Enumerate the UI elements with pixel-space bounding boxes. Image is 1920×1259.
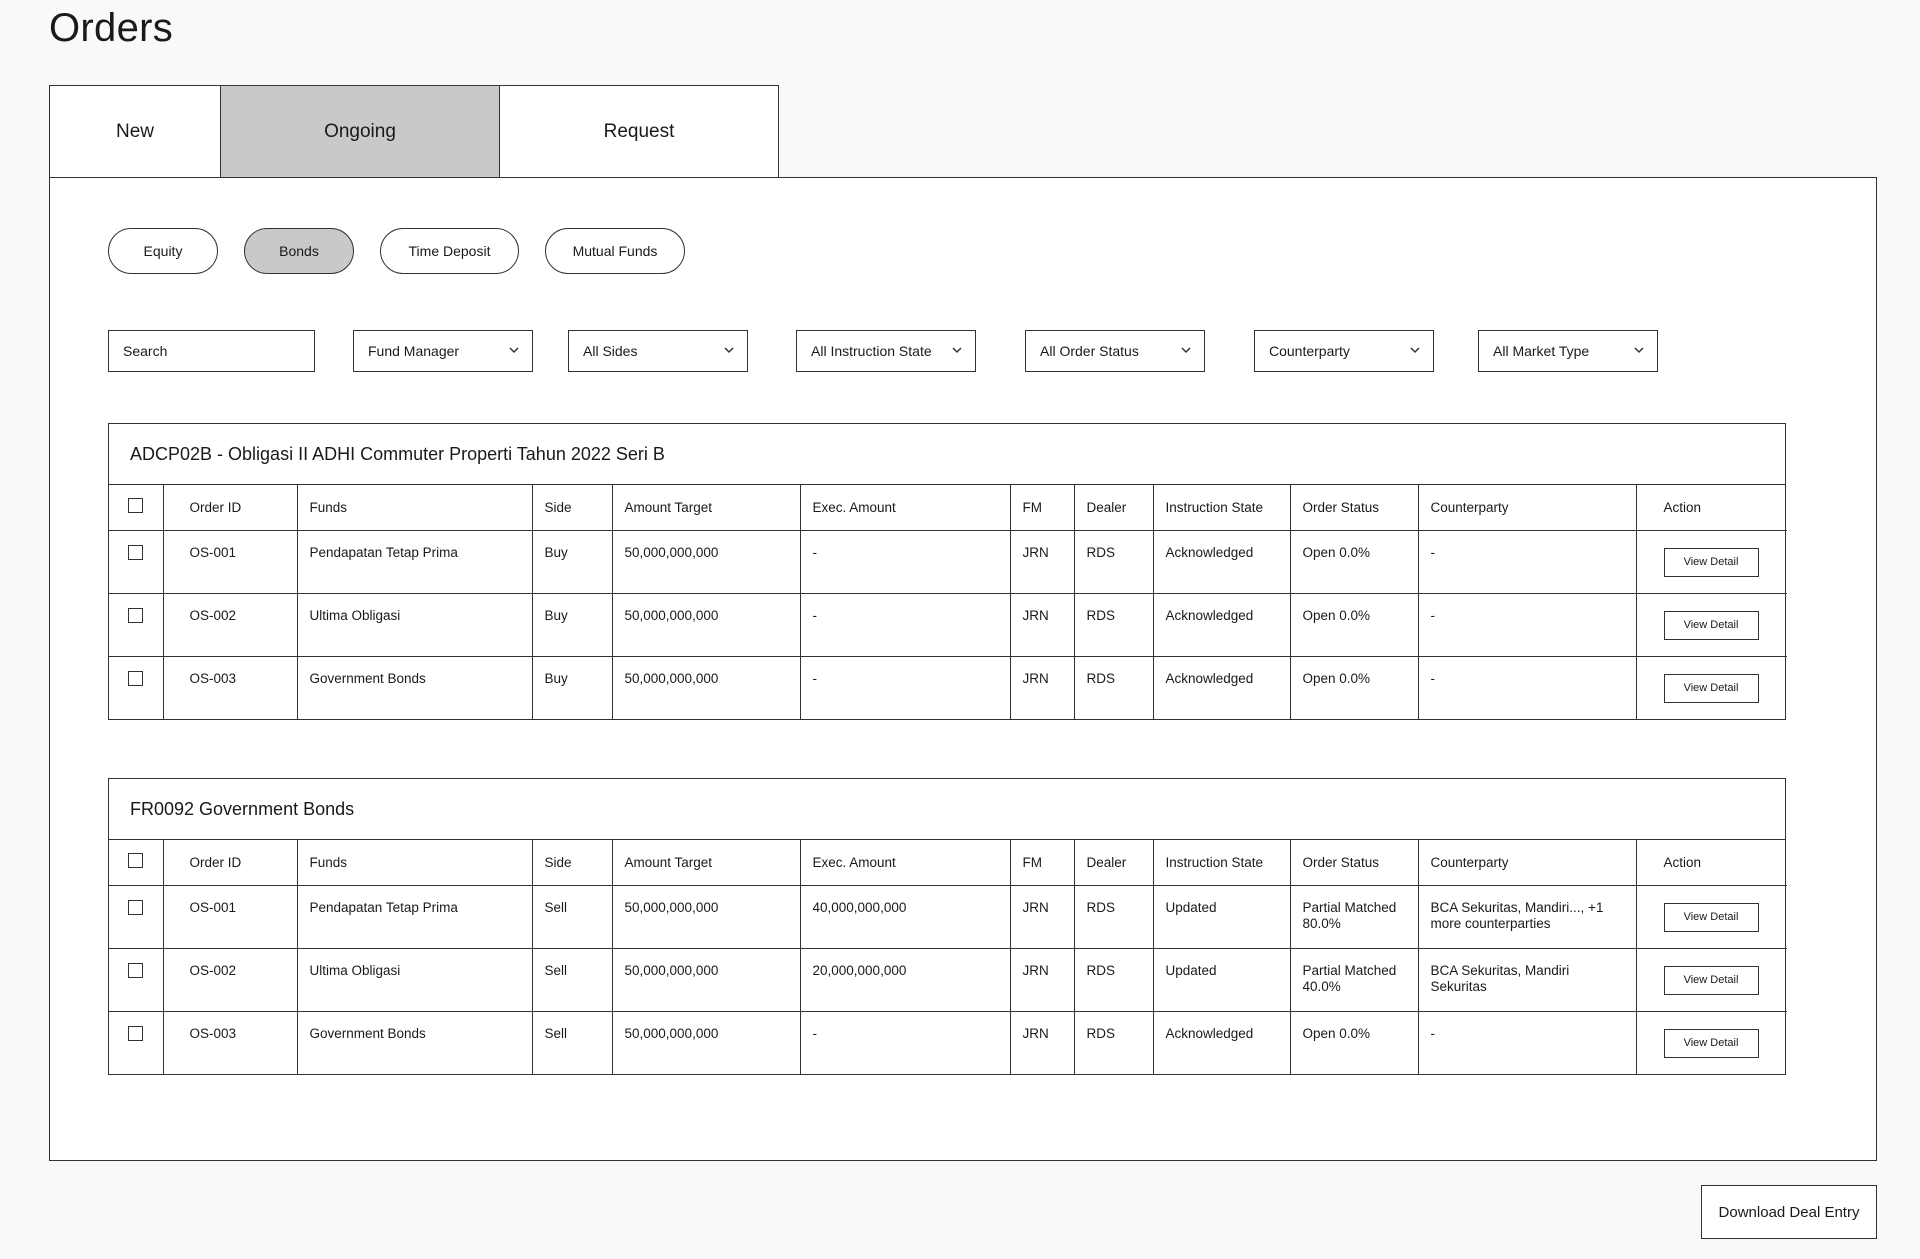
order-status-label: All Order Status xyxy=(1040,343,1139,359)
col-funds: Funds xyxy=(297,485,532,530)
counterparty-label: Counterparty xyxy=(1269,343,1350,359)
exec-amount: - xyxy=(800,530,1010,593)
funds: Ultima Obligasi xyxy=(297,948,532,1011)
instruction-state: Acknowledged xyxy=(1153,1011,1290,1074)
row-checkbox[interactable] xyxy=(128,608,143,623)
exec-amount: 40,000,000,000 xyxy=(800,885,1010,948)
orders-table xyxy=(109,485,1787,719)
row-checkbox[interactable] xyxy=(128,900,143,915)
order-id: OS-001 xyxy=(163,530,297,593)
row-checkbox[interactable] xyxy=(128,671,143,686)
fm: JRN xyxy=(1010,885,1074,948)
order-status: Partial Matched 40.0% xyxy=(1290,948,1418,1011)
instruction-state-select[interactable] xyxy=(796,330,976,372)
col-action: Action xyxy=(1636,840,1787,885)
counterparty: - xyxy=(1418,1011,1636,1074)
row-checkbox[interactable] xyxy=(128,545,143,560)
select-all-checkbox[interactable] xyxy=(128,853,143,868)
row-checkbox[interactable] xyxy=(128,963,143,978)
col-order-id: Order ID xyxy=(163,485,297,530)
dealer: RDS xyxy=(1074,1011,1153,1074)
search-input[interactable]: Search xyxy=(108,330,315,372)
dealer: RDS xyxy=(1074,656,1153,719)
group-title: ADCP02B - Obligasi II ADHI Commuter Properti Tahun 2022 Seri B xyxy=(109,424,1785,485)
fund-manager-label: Fund Manager xyxy=(368,343,460,359)
order-id: OS-003 xyxy=(163,1011,297,1074)
counterparty: - xyxy=(1418,530,1636,593)
order-id: OS-003 xyxy=(163,656,297,719)
exec-amount: 20,000,000,000 xyxy=(800,948,1010,1011)
order-tabs xyxy=(49,85,779,177)
table-row xyxy=(109,593,1787,656)
col-side: Side xyxy=(532,485,612,530)
side: Sell xyxy=(532,1011,612,1074)
table-row xyxy=(109,530,1787,593)
order-id: OS-002 xyxy=(163,948,297,1011)
col-counterparty: Counterparty xyxy=(1418,840,1636,885)
fund-manager-select[interactable] xyxy=(353,330,533,372)
dealer: RDS xyxy=(1074,593,1153,656)
counterparty: - xyxy=(1418,593,1636,656)
side: Sell xyxy=(532,948,612,1011)
instruction-state: Acknowledged xyxy=(1153,530,1290,593)
chevron-down-icon xyxy=(1180,344,1192,356)
orders-panel xyxy=(49,177,1877,1161)
col-dealer: Dealer xyxy=(1074,485,1153,530)
fm: JRN xyxy=(1010,593,1074,656)
col-instruction-state: Instruction State xyxy=(1153,840,1290,885)
tab-ongoing[interactable]: Ongoing xyxy=(221,86,500,177)
instruction-state: Acknowledged xyxy=(1153,656,1290,719)
counterparty: - xyxy=(1418,656,1636,719)
side: Sell xyxy=(532,885,612,948)
funds: Government Bonds xyxy=(297,656,532,719)
group-title: FR0092 Government Bonds xyxy=(109,779,1785,840)
amount-target: 50,000,000,000 xyxy=(612,948,800,1011)
fm: JRN xyxy=(1010,530,1074,593)
exec-amount: - xyxy=(800,1011,1010,1074)
col-counterparty: Counterparty xyxy=(1418,485,1636,530)
chevron-down-icon xyxy=(508,344,520,356)
row-checkbox[interactable] xyxy=(128,1026,143,1041)
order-id: OS-001 xyxy=(163,885,297,948)
dealer: RDS xyxy=(1074,948,1153,1011)
col-order-status: Order Status xyxy=(1290,485,1418,530)
col-order-status: Order Status xyxy=(1290,840,1418,885)
col-side: Side xyxy=(532,840,612,885)
amount-target: 50,000,000,000 xyxy=(612,530,800,593)
view-detail-button[interactable]: View Detail xyxy=(1664,674,1759,703)
order-status: Partial Matched 80.0% xyxy=(1290,885,1418,948)
orders-table xyxy=(109,840,1787,1074)
chevron-down-icon xyxy=(1409,344,1421,356)
view-detail-button[interactable]: View Detail xyxy=(1664,611,1759,640)
market-type-select[interactable] xyxy=(1478,330,1658,372)
chevron-down-icon xyxy=(951,344,963,356)
dealer: RDS xyxy=(1074,885,1153,948)
order-group-fr0092 xyxy=(108,778,1786,1075)
col-instruction-state: Instruction State xyxy=(1153,485,1290,530)
col-funds: Funds xyxy=(297,840,532,885)
fm: JRN xyxy=(1010,656,1074,719)
amount-target: 50,000,000,000 xyxy=(612,885,800,948)
table-header-row xyxy=(109,485,1787,530)
chevron-down-icon xyxy=(723,344,735,356)
page-title: Orders xyxy=(49,6,174,50)
funds: Pendapatan Tetap Prima xyxy=(297,885,532,948)
counterparty: BCA Sekuritas, Mandiri..., +1 more counterparties xyxy=(1418,885,1636,948)
order-status-select[interactable] xyxy=(1025,330,1205,372)
funds: Government Bonds xyxy=(297,1011,532,1074)
funds: Pendapatan Tetap Prima xyxy=(297,530,532,593)
order-status: Open 0.0% xyxy=(1290,1011,1418,1074)
col-exec-amount: Exec. Amount xyxy=(800,485,1010,530)
table-row xyxy=(109,1011,1787,1074)
filter-bar xyxy=(108,330,1808,372)
col-order-id: Order ID xyxy=(163,840,297,885)
col-fm: FM xyxy=(1010,485,1074,530)
instruction-state: Updated xyxy=(1153,885,1290,948)
amount-target: 50,000,000,000 xyxy=(612,593,800,656)
view-detail-button[interactable]: View Detail xyxy=(1664,1029,1759,1058)
dealer: RDS xyxy=(1074,530,1153,593)
tab-request[interactable]: Request xyxy=(500,86,778,177)
fm: JRN xyxy=(1010,1011,1074,1074)
instruction-state-label: All Instruction State xyxy=(811,343,932,359)
select-all-checkbox[interactable] xyxy=(128,498,143,513)
col-exec-amount: Exec. Amount xyxy=(800,840,1010,885)
instruction-state: Acknowledged xyxy=(1153,593,1290,656)
order-status: Open 0.0% xyxy=(1290,530,1418,593)
tab-new[interactable]: New xyxy=(50,86,221,177)
col-fm: FM xyxy=(1010,840,1074,885)
side: Buy xyxy=(532,530,612,593)
market-type-label: All Market Type xyxy=(1493,343,1590,359)
table-header-row xyxy=(109,840,1787,885)
order-group-adcp02b xyxy=(108,423,1786,720)
pill-equity[interactable]: Equity xyxy=(108,228,218,274)
order-status: Open 0.0% xyxy=(1290,656,1418,719)
download-deal-entry-button[interactable]: Download Deal Entry xyxy=(1701,1185,1877,1239)
col-amount-target: Amount Target xyxy=(612,485,800,530)
pill-bonds[interactable]: Bonds xyxy=(244,228,354,274)
exec-amount: - xyxy=(800,656,1010,719)
table-row xyxy=(109,656,1787,719)
col-action: Action xyxy=(1636,485,1787,530)
col-amount-target: Amount Target xyxy=(612,840,800,885)
instruction-state: Updated xyxy=(1153,948,1290,1011)
exec-amount: - xyxy=(800,593,1010,656)
side: Buy xyxy=(532,656,612,719)
counterparty-select[interactable] xyxy=(1254,330,1434,372)
table-row xyxy=(109,885,1787,948)
counterparty: BCA Sekuritas, Mandiri Sekuritas xyxy=(1418,948,1636,1011)
chevron-down-icon xyxy=(1633,344,1645,356)
sides-select[interactable] xyxy=(568,330,748,372)
view-detail-button[interactable]: View Detail xyxy=(1664,903,1759,932)
amount-target: 50,000,000,000 xyxy=(612,656,800,719)
funds: Ultima Obligasi xyxy=(297,593,532,656)
side: Buy xyxy=(532,593,612,656)
col-dealer: Dealer xyxy=(1074,840,1153,885)
view-detail-button[interactable]: View Detail xyxy=(1664,966,1759,995)
pill-time-deposit[interactable]: Time Deposit xyxy=(380,228,519,274)
order-id: OS-002 xyxy=(163,593,297,656)
table-row xyxy=(109,948,1787,1011)
fm: JRN xyxy=(1010,948,1074,1011)
pill-mutual-funds[interactable]: Mutual Funds xyxy=(545,228,685,274)
view-detail-button[interactable]: View Detail xyxy=(1664,548,1759,577)
asset-type-pills xyxy=(108,228,711,274)
amount-target: 50,000,000,000 xyxy=(612,1011,800,1074)
order-status: Open 0.0% xyxy=(1290,593,1418,656)
sides-label: All Sides xyxy=(583,343,638,359)
